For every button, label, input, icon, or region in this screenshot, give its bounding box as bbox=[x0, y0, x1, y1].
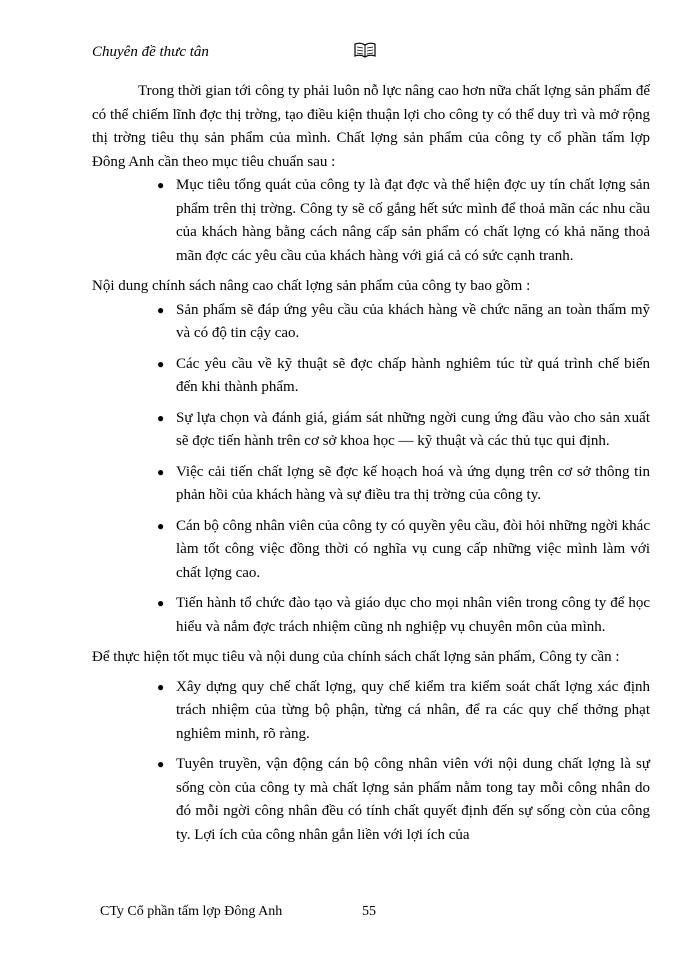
bullet-icon: ● bbox=[157, 757, 165, 771]
bullet-icon: ● bbox=[157, 410, 165, 425]
policy-bullet-list bbox=[92, 299, 650, 640]
bullet-icon: ● bbox=[157, 302, 165, 317]
implement-intro-paragraph: Để thực hiện tốt mục tiêu và nội dung của chính sách chất lợng sản phẩm, Công ty cần : bbox=[92, 649, 620, 665]
bullet-icon: ● bbox=[157, 356, 165, 371]
bullet-icon: ● bbox=[157, 518, 165, 533]
list-item: ● Mục tiêu tổng quát của công ty là đạt đợc và thể hiện đợc uy tín chất lợng sản phẩm trên thị trờng. Công ty sẽ cố gắng hết sức mình để thoả mãn các nhu cầu của khách hàng bằng cách nâng cấp sản phẩm có chất lợng có khả năng thoả mãn đợc các yêu cầu của khách hàng với giá cả có sức cạnh tranh. bbox=[176, 174, 650, 268]
implement-bullet-list bbox=[92, 676, 650, 848]
goal-bullet-list bbox=[92, 174, 650, 268]
list-item: ● Sản phẩm sẽ đáp ứng yêu cầu của khách hàng về chức năng an toàn thẩm mỹ và có độ tin cậy cao. bbox=[176, 299, 650, 346]
list-item: ● Các yêu cầu về kỹ thuật sẽ đợc chấp hành nghiêm túc từ quá trình chế biến đến khi thành phẩm. bbox=[176, 353, 650, 400]
page-footer bbox=[100, 904, 500, 924]
header-title: Chuyên đề thưc tân bbox=[92, 44, 209, 60]
policy-intro-paragraph: Nội dung chính sách nâng cao chất lợng sản phẩm của công ty bao gồm : bbox=[92, 278, 531, 294]
document-body bbox=[92, 80, 650, 854]
bullet-icon: ● bbox=[157, 178, 165, 192]
list-item: ● Sự lựa chọn và đánh giá, giám sát những ngời cung ứng đầu vào cho sản xuất sẽ đợc tiến hành trên cơ sở khoa học — kỹ thuật và các thủ tục qui định. bbox=[176, 407, 650, 454]
list-item: ● Cán bộ công nhân viên của công ty có quyền yêu cầu, đòi hỏi những ngời khác làm tốt công việc đồng thời có nghĩa vụ cung cấp những việc mình làm với chất lợng cao. bbox=[176, 515, 650, 586]
list-item: ● Việc cải tiến chất lợng sẽ đợc kế hoạch hoá và ứng dụng trên cơ sở thông tin phản hồi của khách hàng và sự điều tra thị trờng của công ty. bbox=[176, 461, 650, 508]
list-item: ● Xây dựng quy chế chất lợng, quy chế kiểm tra kiểm soát chất lợng xác định trách nhiệm của từng bộ phận, từng cá nhân, để ra các quy chế thởng phạt nghiêm minh, rõ ràng. bbox=[176, 676, 650, 747]
page-header bbox=[92, 44, 652, 68]
list-item: ● Tuyên truyền, vận động cán bộ công nhân viên với nội dung chất lợng là sự sống còn của công ty mà chất lợng sản phẩm nằm tong tay mỗi công nhân do đó mỗi ngời công nhân đều có tính chất quyết định đến sự sống còn của công ty. Lợi ích của công nhân gắn liền với lợi ích của bbox=[176, 753, 650, 847]
bullet-icon: ● bbox=[157, 464, 165, 479]
bullet-icon: ● bbox=[157, 679, 165, 694]
list-item: ● Tiến hành tổ chức đào tạo và giáo dục cho mọi nhân viên trong công ty để học hiểu và nắm đợc trách nhiệm cũng nh nghiệp vụ chuyên môn của mình. bbox=[176, 592, 650, 639]
page-number: 55 bbox=[362, 904, 376, 919]
intro-paragraph: Trong thời gian tới công ty phải luôn nỗ lực nâng cao hơn nữa chất lợng sản phẩm để có thể chiếm lĩnh đợc thị trờng, tạo điều kiện thuận lợi cho công ty có thể duy trì và mở rộng thị trờng tiêu thụ sản phẩm của mình. Chất lợng sản phẩm của công ty cổ phần tấm lợp Đông Anh cần theo mục tiêu chuẩn sau : bbox=[92, 83, 650, 170]
bullet-icon: ● bbox=[157, 596, 165, 610]
footer-company: CTy Cổ phần tấm lợp Đông Anh bbox=[100, 904, 283, 919]
open-book-icon bbox=[354, 42, 376, 58]
